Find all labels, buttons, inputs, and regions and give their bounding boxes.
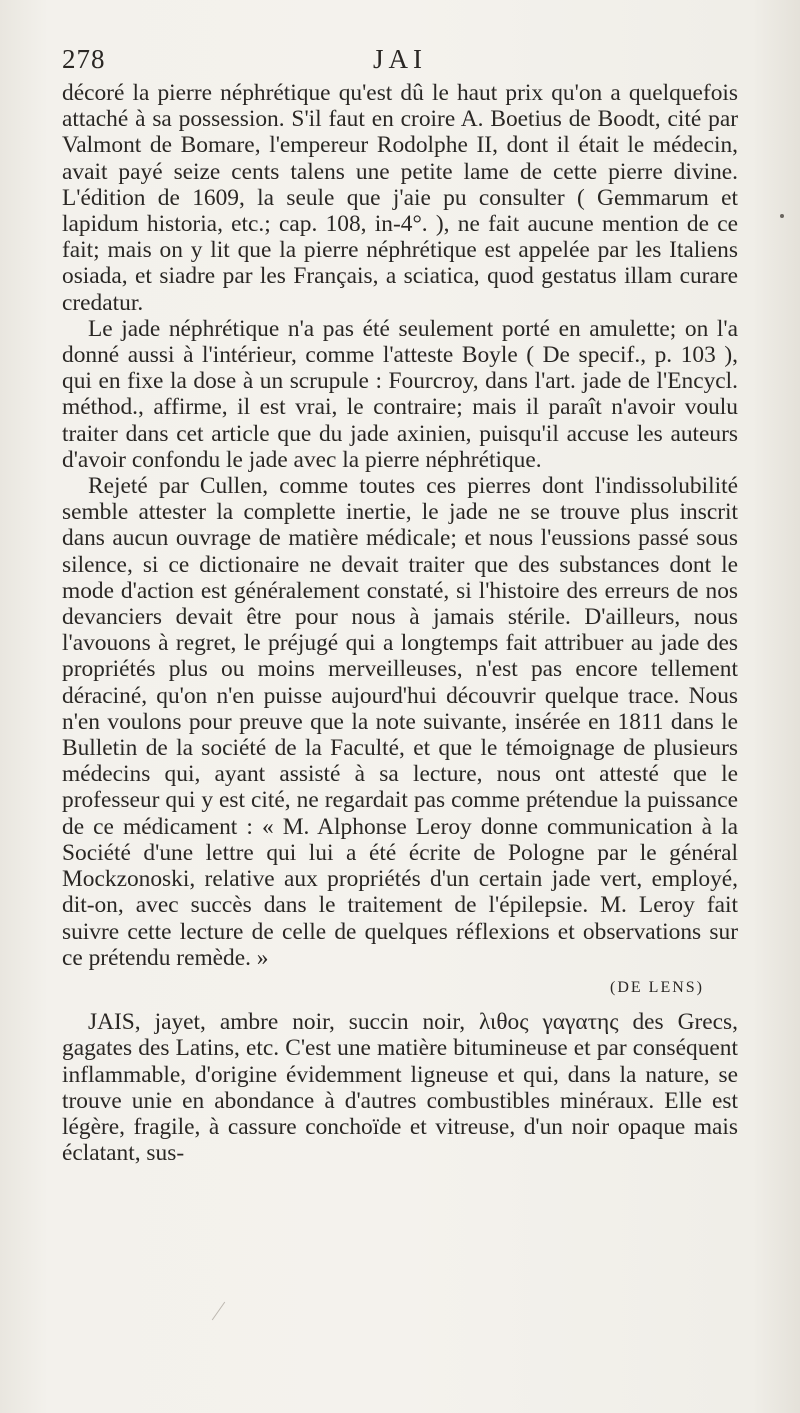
- running-head: JAI: [373, 44, 427, 74]
- body-text: [62, 80, 738, 1166]
- page-number: 278: [62, 44, 106, 74]
- margin-dot-mark: [780, 214, 784, 218]
- paragraph-jade-amulette: Le jade néphrétique n'a pas été seulement porté en amulette; on l'a donné aussi à l'intérieur, comme l'atteste Boyle ( De specif., p. 103 ), qui en fixe la dose à un scrupule : Fourcroy, dans l'art. jade de l'Encycl. méthod., affirme, il est vrai, le contraire; mais il paraît n'avoir voulu traiter dans cet article que du jade axinien, puisqu'il accuse les auteurs d'avoir confondu le jade avec la pierre néphrétique.: [62, 315, 738, 473]
- page-header: [62, 44, 738, 80]
- stray-pen-mark: [212, 1302, 225, 1321]
- paragraph-pierre-nephretique: décoré la pierre néphrétique qu'est dû le haut prix qu'on a quelquefois attaché à sa possession. S'il faut en croire A. Boetius de Boodt, cité par Valmont de Bomare, l'empereur Rodolphe II, dont il était le médecin, avait payé seize cents talens une petite lame de cette pierre divine. L'édition de 1609, la seule que j'aie pu consulter ( Gemmarum et lapidum historia, etc.; cap. 108, in-4°. ), ne fait aucune mention de ce fait; mais on y lit que la pierre néphrétique est appelée par les Italiens osiada, et siadre par les Français, a sciatica, quod gestatus illam curare credatur.: [62, 80, 738, 316]
- paragraph-cullen: Rejeté par Cullen, comme toutes ces pierres dont l'indissolubilité semble attester la complette inertie, le jade ne se trouve plus inscrit dans aucun ouvrage de matière médicale; et nous l'eussions passé sous silence, si ce dictionaire ne devait traiter que des substances dont le mode d'action est généralement constaté, si l'histoire des erreurs de nos devanciers devait être pour nous à jamais stérile. D'ailleurs, nous l'avouons à regret, le préjugé qui a longtemps fait attribuer au jade des propriétés plus ou moins merveilleuses, n'est pas encore tellement déraciné, qu'on n'en puisse aujourd'hui découvrir quelque trace. Nous n'en voulons pour preuve que la note suivante, insérée en 1811 dans le Bulletin de la société de la Faculté, et que le témoignage de plusieurs médecins qui, ayant assisté à sa lecture, nous ont attesté que le professeur qui y est cité, ne regardait pas comme prétendue la puissance de ce médicament : « M. Alphonse Leroy donne communication à la Société d'une lettre qui lui a été écrite de Pologne par le général Mockzonoski, relative aux propriétés d'un certain jade vert, employé, dit-on, avec succès dans le traitement de l'épilepsie. M. Leroy fait suivre cette lecture de celle de quelques réflexions et observations sur ce prétendu remède. »: [62, 473, 738, 971]
- paragraph-jais-entry: JAIS, jayet, ambre noir, succin noir, λιθος γαγατης des Grecs, gagates des Latins, etc. C'est une matière bitumineuse et par conséquent inflammable, d'origine évidemment ligneuse et qui, dans la nature, se trouve unie en abondance à d'autres combustibles minéraux. Elle est légère, fragile, à cassure conchoïde et vitreuse, d'un noir opaque mais éclatant, sus-: [62, 1009, 738, 1167]
- author-signature: (DE LENS): [610, 978, 704, 996]
